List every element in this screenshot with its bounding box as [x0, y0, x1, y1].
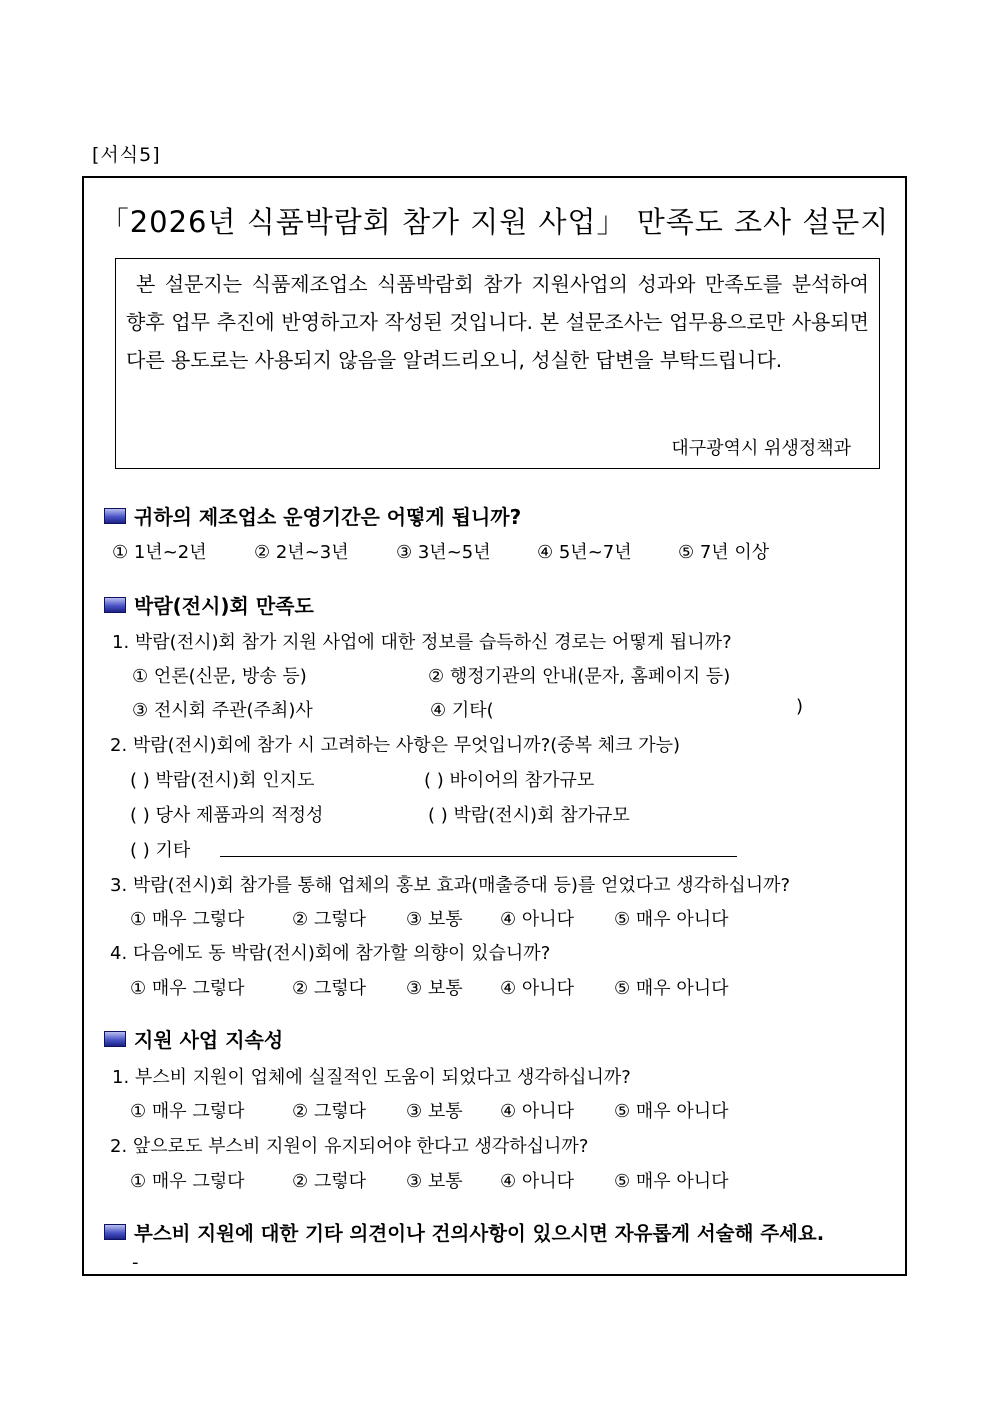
section-other-opinions [104, 1218, 824, 1246]
section-operating-period [104, 501, 521, 530]
opinion-dash[interactable]: - [132, 1252, 139, 1273]
option[interactable]: ① 매우 그렇다 [130, 978, 245, 999]
option[interactable]: ② 그렇다 [292, 978, 367, 999]
option[interactable]: ③ 보통 [406, 1171, 463, 1192]
option[interactable]: ④ 기타( [430, 700, 494, 721]
option-close-paren: ) [796, 696, 804, 717]
checkbox-option[interactable]: ( ) 박람(전시)회 참가규모 [428, 805, 630, 826]
option[interactable]: ② 그렇다 [292, 1171, 367, 1192]
option[interactable]: ⑤ 매우 아니다 [614, 1101, 729, 1122]
square-bullet-icon [104, 508, 126, 524]
option[interactable]: ③ 보통 [406, 1101, 463, 1122]
question-3-1: 1. 부스비 지원이 업체에 실질적인 도움이 되었다고 생각하십니까? [112, 1067, 631, 1088]
square-bullet-icon [104, 1224, 126, 1240]
question-2-2: 2. 박람(전시)회에 참가 시 고려하는 사항은 무엇입니까?(중복 체크 가능) [110, 735, 681, 756]
option[interactable]: ④ 아니다 [500, 1101, 575, 1122]
option[interactable]: ② 그렇다 [292, 1101, 367, 1122]
option[interactable]: ① 매우 그렇다 [130, 1171, 245, 1192]
option[interactable]: ② 그렇다 [292, 909, 367, 930]
survey-title: 「2026년 식품박람회 참가 지원 사업」 만족도 조사 설문지 [99, 205, 890, 239]
option[interactable]: ③ 3년~5년 [396, 542, 491, 563]
question-3-2: 2. 앞으로도 부스비 지원이 유지되어야 한다고 생각하십니까? [110, 1136, 589, 1157]
checkbox-option[interactable]: ( ) 당사 제품과의 적정성 [130, 805, 324, 826]
option[interactable]: ③ 보통 [406, 909, 463, 930]
section-title: 귀하의 제조업소 운영기간은 어떻게 됩니까? [134, 505, 522, 529]
survey-box [82, 176, 907, 1276]
option[interactable]: ③ 전시회 주관(주최)사 [132, 700, 313, 721]
option[interactable]: ① 1년~2년 [112, 542, 207, 563]
option[interactable]: ④ 아니다 [500, 978, 575, 999]
option[interactable]: ④ 아니다 [500, 1171, 575, 1192]
intro-box [115, 258, 880, 469]
section-title: 지원 사업 지속성 [134, 1028, 284, 1052]
intro-sign: 대구광역시 위생정책과 [671, 438, 851, 459]
option[interactable]: ② 2년~3년 [254, 542, 349, 563]
option[interactable]: ⑤ 매우 아니다 [614, 978, 729, 999]
option[interactable]: ④ 5년~7년 [537, 542, 632, 563]
intro-text: 본 설문지는 식품제조업소 식품박람회 참가 지원사업의 성과와 만족도를 분석하여 향후 업무 추진에 반영하고자 작성된 것입니다. 본 설문조사는 업무용으로만 사용되면 다른 용도로는 사용되지 않음을 알려드리오니, 성실한 답변을 부탁드립니다. [126, 272, 869, 372]
option[interactable]: ③ 보통 [406, 978, 463, 999]
option[interactable]: ① 매우 그렇다 [130, 1101, 245, 1122]
section-title: 부스비 지원에 대한 기타 의견이나 건의사항이 있으시면 자유롭게 서술해 주세요. [134, 1222, 825, 1245]
square-bullet-icon [104, 597, 126, 613]
option[interactable]: ① 매우 그렇다 [130, 909, 245, 930]
question-2-4: 4. 다음에도 동 박람(전시)회에 참가할 의향이 있습니까? [110, 943, 551, 964]
section-exhibition-satisfaction [104, 590, 314, 619]
form-number: [서식5] [92, 144, 161, 166]
option[interactable]: ⑤ 매우 아니다 [614, 909, 729, 930]
option[interactable]: ④ 아니다 [500, 909, 575, 930]
question-2-1: 1. 박람(전시)회 참가 지원 사업에 대한 정보를 습득하신 경로는 어떻게 됩니까? [112, 632, 732, 653]
checkbox-option[interactable]: ( ) 박람(전시)회 인지도 [130, 770, 315, 791]
option[interactable]: ⑤ 매우 아니다 [614, 1171, 729, 1192]
square-bullet-icon [104, 1031, 126, 1047]
question-2-3: 3. 박람(전시)회 참가를 통해 업체의 홍보 효과(매출증대 등)를 얻었다고 생각하십니까? [110, 875, 791, 896]
option[interactable]: ② 행정기관의 안내(문자, 홈페이지 등) [428, 666, 731, 687]
option[interactable]: ⑤ 7년 이상 [678, 542, 770, 563]
other-input-line[interactable] [220, 856, 737, 857]
section-title: 박람(전시)회 만족도 [134, 594, 314, 618]
checkbox-option[interactable]: ( ) 바이어의 참가규모 [424, 770, 595, 791]
section-support-continuity [104, 1024, 283, 1053]
option[interactable]: ① 언론(신문, 방송 등) [132, 666, 307, 687]
checkbox-option[interactable]: ( ) 기타 [130, 840, 191, 861]
